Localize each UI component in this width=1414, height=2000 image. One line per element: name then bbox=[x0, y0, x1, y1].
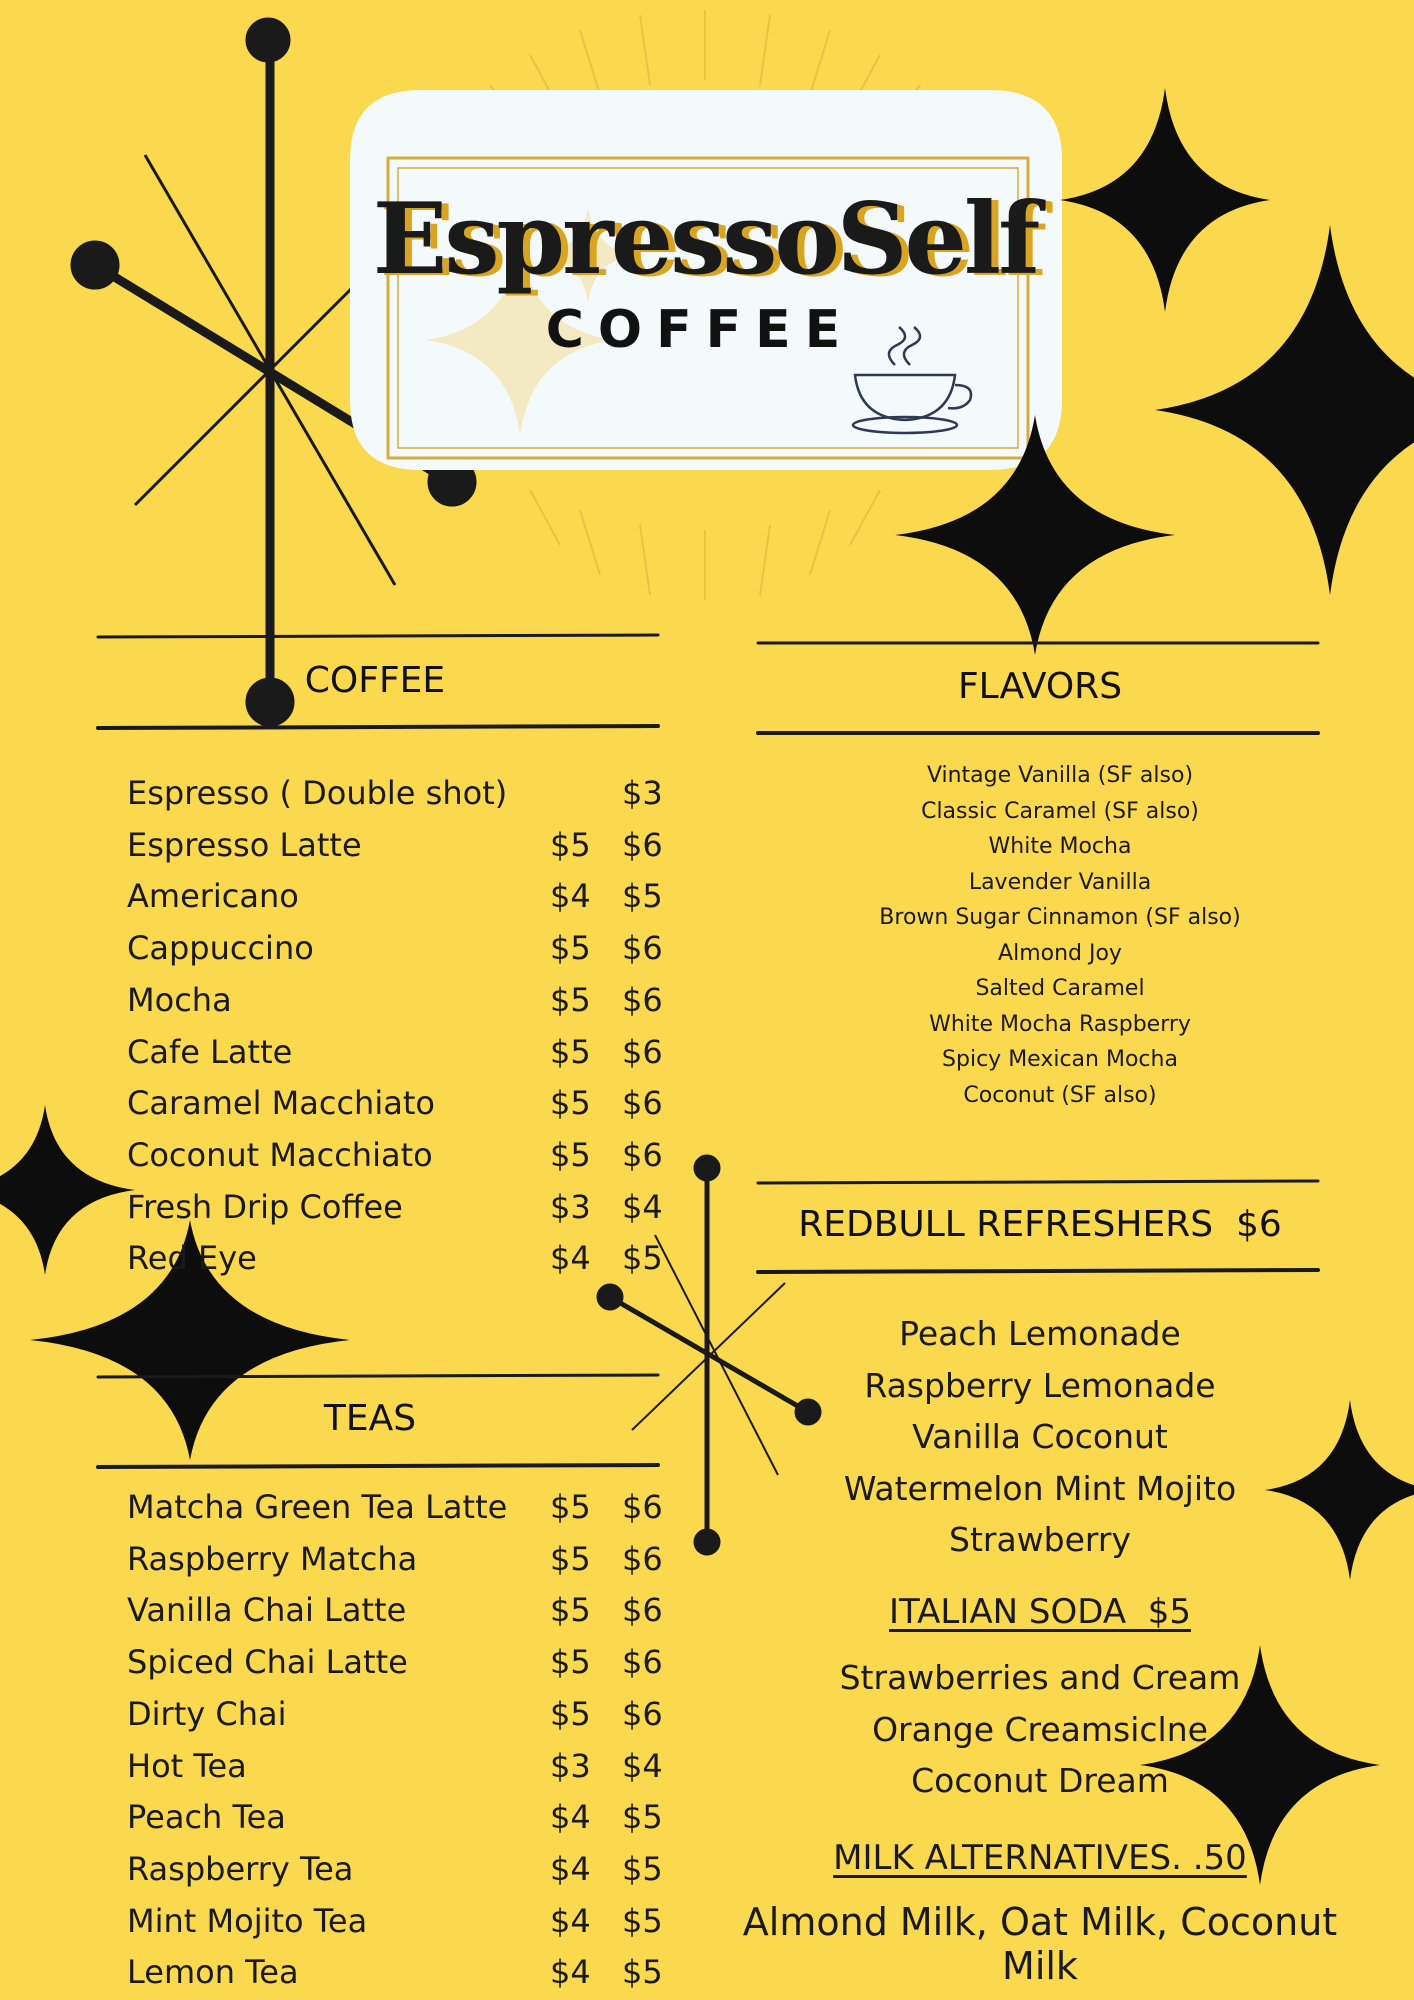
milk-alternatives-title-text: MILK ALTERNATIVES. .50 bbox=[833, 1838, 1247, 1878]
milk-alternatives-items: Almond Milk, Oat Milk, Coconut Milk bbox=[742, 1900, 1338, 1988]
redbull-item: Watermelon Mint Mojito bbox=[843, 1468, 1237, 1508]
item-price: $3 bbox=[622, 774, 663, 812]
item-name: Caramel Macchiato bbox=[127, 1084, 435, 1123]
flavor-item: White Mocha bbox=[988, 834, 1132, 859]
italian-soda-item: Strawberries and Cream bbox=[839, 1658, 1241, 1697]
item-name: Cappuccino bbox=[127, 929, 314, 968]
item-name: Raspberry Matcha bbox=[127, 1539, 418, 1578]
item-price: $5 bbox=[550, 1591, 591, 1630]
item-price: $5 bbox=[550, 929, 591, 968]
item-price: $5 bbox=[550, 1032, 591, 1071]
item-name: Peach Tea bbox=[127, 1798, 286, 1837]
italian-soda-item: Coconut Dream bbox=[911, 1761, 1169, 1800]
flavor-item: Classic Caramel (SF also) bbox=[921, 798, 1199, 824]
item-price: $4 bbox=[550, 1953, 591, 1992]
item-name: Matcha Green Tea Latte bbox=[127, 1488, 508, 1526]
item-price: $6 bbox=[622, 980, 663, 1019]
item-price: $4 bbox=[550, 877, 591, 916]
item-price: $5 bbox=[550, 825, 591, 864]
flavor-item: Spicy Mexican Mocha bbox=[942, 1047, 1178, 1072]
italian-soda-title-text: ITALIAN SODA $5 bbox=[889, 1592, 1191, 1632]
flavor-item: Lavender Vanilla bbox=[968, 869, 1152, 895]
italian-soda-item: Orange Creamsiclne bbox=[872, 1709, 1208, 1749]
item-price: $5 bbox=[622, 1849, 663, 1888]
item-price: $5 bbox=[550, 980, 591, 1019]
item-price: $4 bbox=[622, 1746, 663, 1785]
brand-logo-text: EspressoSelf bbox=[372, 182, 1038, 297]
flavor-item: Vintage Vanilla (SF also) bbox=[926, 763, 1194, 788]
redbull-item: Strawberry bbox=[949, 1520, 1131, 1559]
item-price: $4 bbox=[550, 1901, 591, 1940]
item-name: Fresh Drip Coffee bbox=[127, 1187, 403, 1226]
item-name: Lemon Tea bbox=[127, 1953, 299, 1992]
coffee-section-title: COFFEE bbox=[304, 660, 446, 701]
item-price: $5 bbox=[550, 1694, 591, 1733]
item-price: $5 bbox=[550, 1643, 591, 1682]
item-price: $5 bbox=[622, 1798, 663, 1837]
item-price: $5 bbox=[550, 1488, 591, 1526]
teas-section-title: TEAS bbox=[323, 1398, 417, 1439]
item-price: $3 bbox=[550, 1746, 591, 1785]
item-price: $5 bbox=[550, 1539, 591, 1578]
item-price: $6 bbox=[622, 825, 663, 864]
item-price: $5 bbox=[550, 1084, 591, 1123]
item-price: $6 bbox=[622, 1032, 663, 1071]
flavor-item: White Mocha Raspberry bbox=[929, 1011, 1191, 1037]
flavor-item: Salted Caramel bbox=[975, 976, 1145, 1001]
item-price: $3 bbox=[550, 1187, 591, 1226]
item-price: $6 bbox=[622, 1643, 663, 1682]
item-price: $5 bbox=[622, 877, 663, 916]
item-name: Spiced Chai Latte bbox=[127, 1643, 408, 1682]
redbull-item: Raspberry Lemonade bbox=[864, 1365, 1216, 1405]
item-price: $4 bbox=[550, 1798, 591, 1837]
item-price: $6 bbox=[622, 1539, 663, 1578]
italian-soda-title bbox=[760, 1592, 1320, 1632]
item-name: Raspberry Tea bbox=[127, 1849, 354, 1888]
item-name: Americano bbox=[127, 877, 299, 916]
item-name: Espresso ( Double shot) bbox=[127, 774, 508, 812]
item-price: $6 bbox=[622, 929, 663, 968]
redbull-item: Peach Lemonade bbox=[899, 1314, 1181, 1353]
item-name: Coconut Macchiato bbox=[127, 1135, 433, 1174]
flavors-section-title: FLAVORS bbox=[957, 666, 1123, 707]
item-price: $5 bbox=[550, 1135, 591, 1174]
item-price: $4 bbox=[550, 1849, 591, 1888]
item-price: $4 bbox=[622, 1187, 663, 1226]
item-name: Dirty Chai bbox=[127, 1694, 287, 1733]
item-name: Cafe Latte bbox=[127, 1032, 293, 1071]
item-name: Red Eye bbox=[127, 1239, 257, 1278]
item-price: $6 bbox=[622, 1488, 663, 1526]
italian-soda-list bbox=[760, 1652, 1320, 1807]
item-price: $6 bbox=[622, 1694, 663, 1733]
item-price: $5 bbox=[622, 1953, 663, 1992]
item-price: $6 bbox=[622, 1591, 663, 1630]
item-name: Mint Mojito Tea bbox=[127, 1901, 368, 1940]
flavor-item: Coconut (SF also) bbox=[963, 1082, 1157, 1108]
item-price: $5 bbox=[622, 1239, 663, 1278]
redbull-item: Vanilla Coconut bbox=[912, 1417, 1168, 1456]
item-price: $4 bbox=[550, 1239, 591, 1278]
redbull-list bbox=[760, 1308, 1320, 1566]
item-price: $6 bbox=[622, 1084, 663, 1123]
item-price: $6 bbox=[622, 1135, 663, 1174]
milk-alternatives-title bbox=[760, 1838, 1320, 1878]
flavor-item: Brown Sugar Cinnamon (SF also) bbox=[879, 905, 1241, 930]
item-name: Hot Tea bbox=[127, 1746, 247, 1785]
redbull-section-title: REDBULL REFRESHERS $6 bbox=[798, 1204, 1282, 1245]
flavor-item: Almond Joy bbox=[998, 940, 1122, 966]
item-name: Vanilla Chai Latte bbox=[127, 1591, 407, 1630]
item-name: Espresso Latte bbox=[127, 825, 362, 864]
item-name: Mocha bbox=[127, 980, 232, 1019]
flavors-list bbox=[760, 758, 1360, 1113]
brand-subtitle: COFFEE bbox=[545, 300, 855, 360]
item-price: $5 bbox=[622, 1901, 663, 1940]
